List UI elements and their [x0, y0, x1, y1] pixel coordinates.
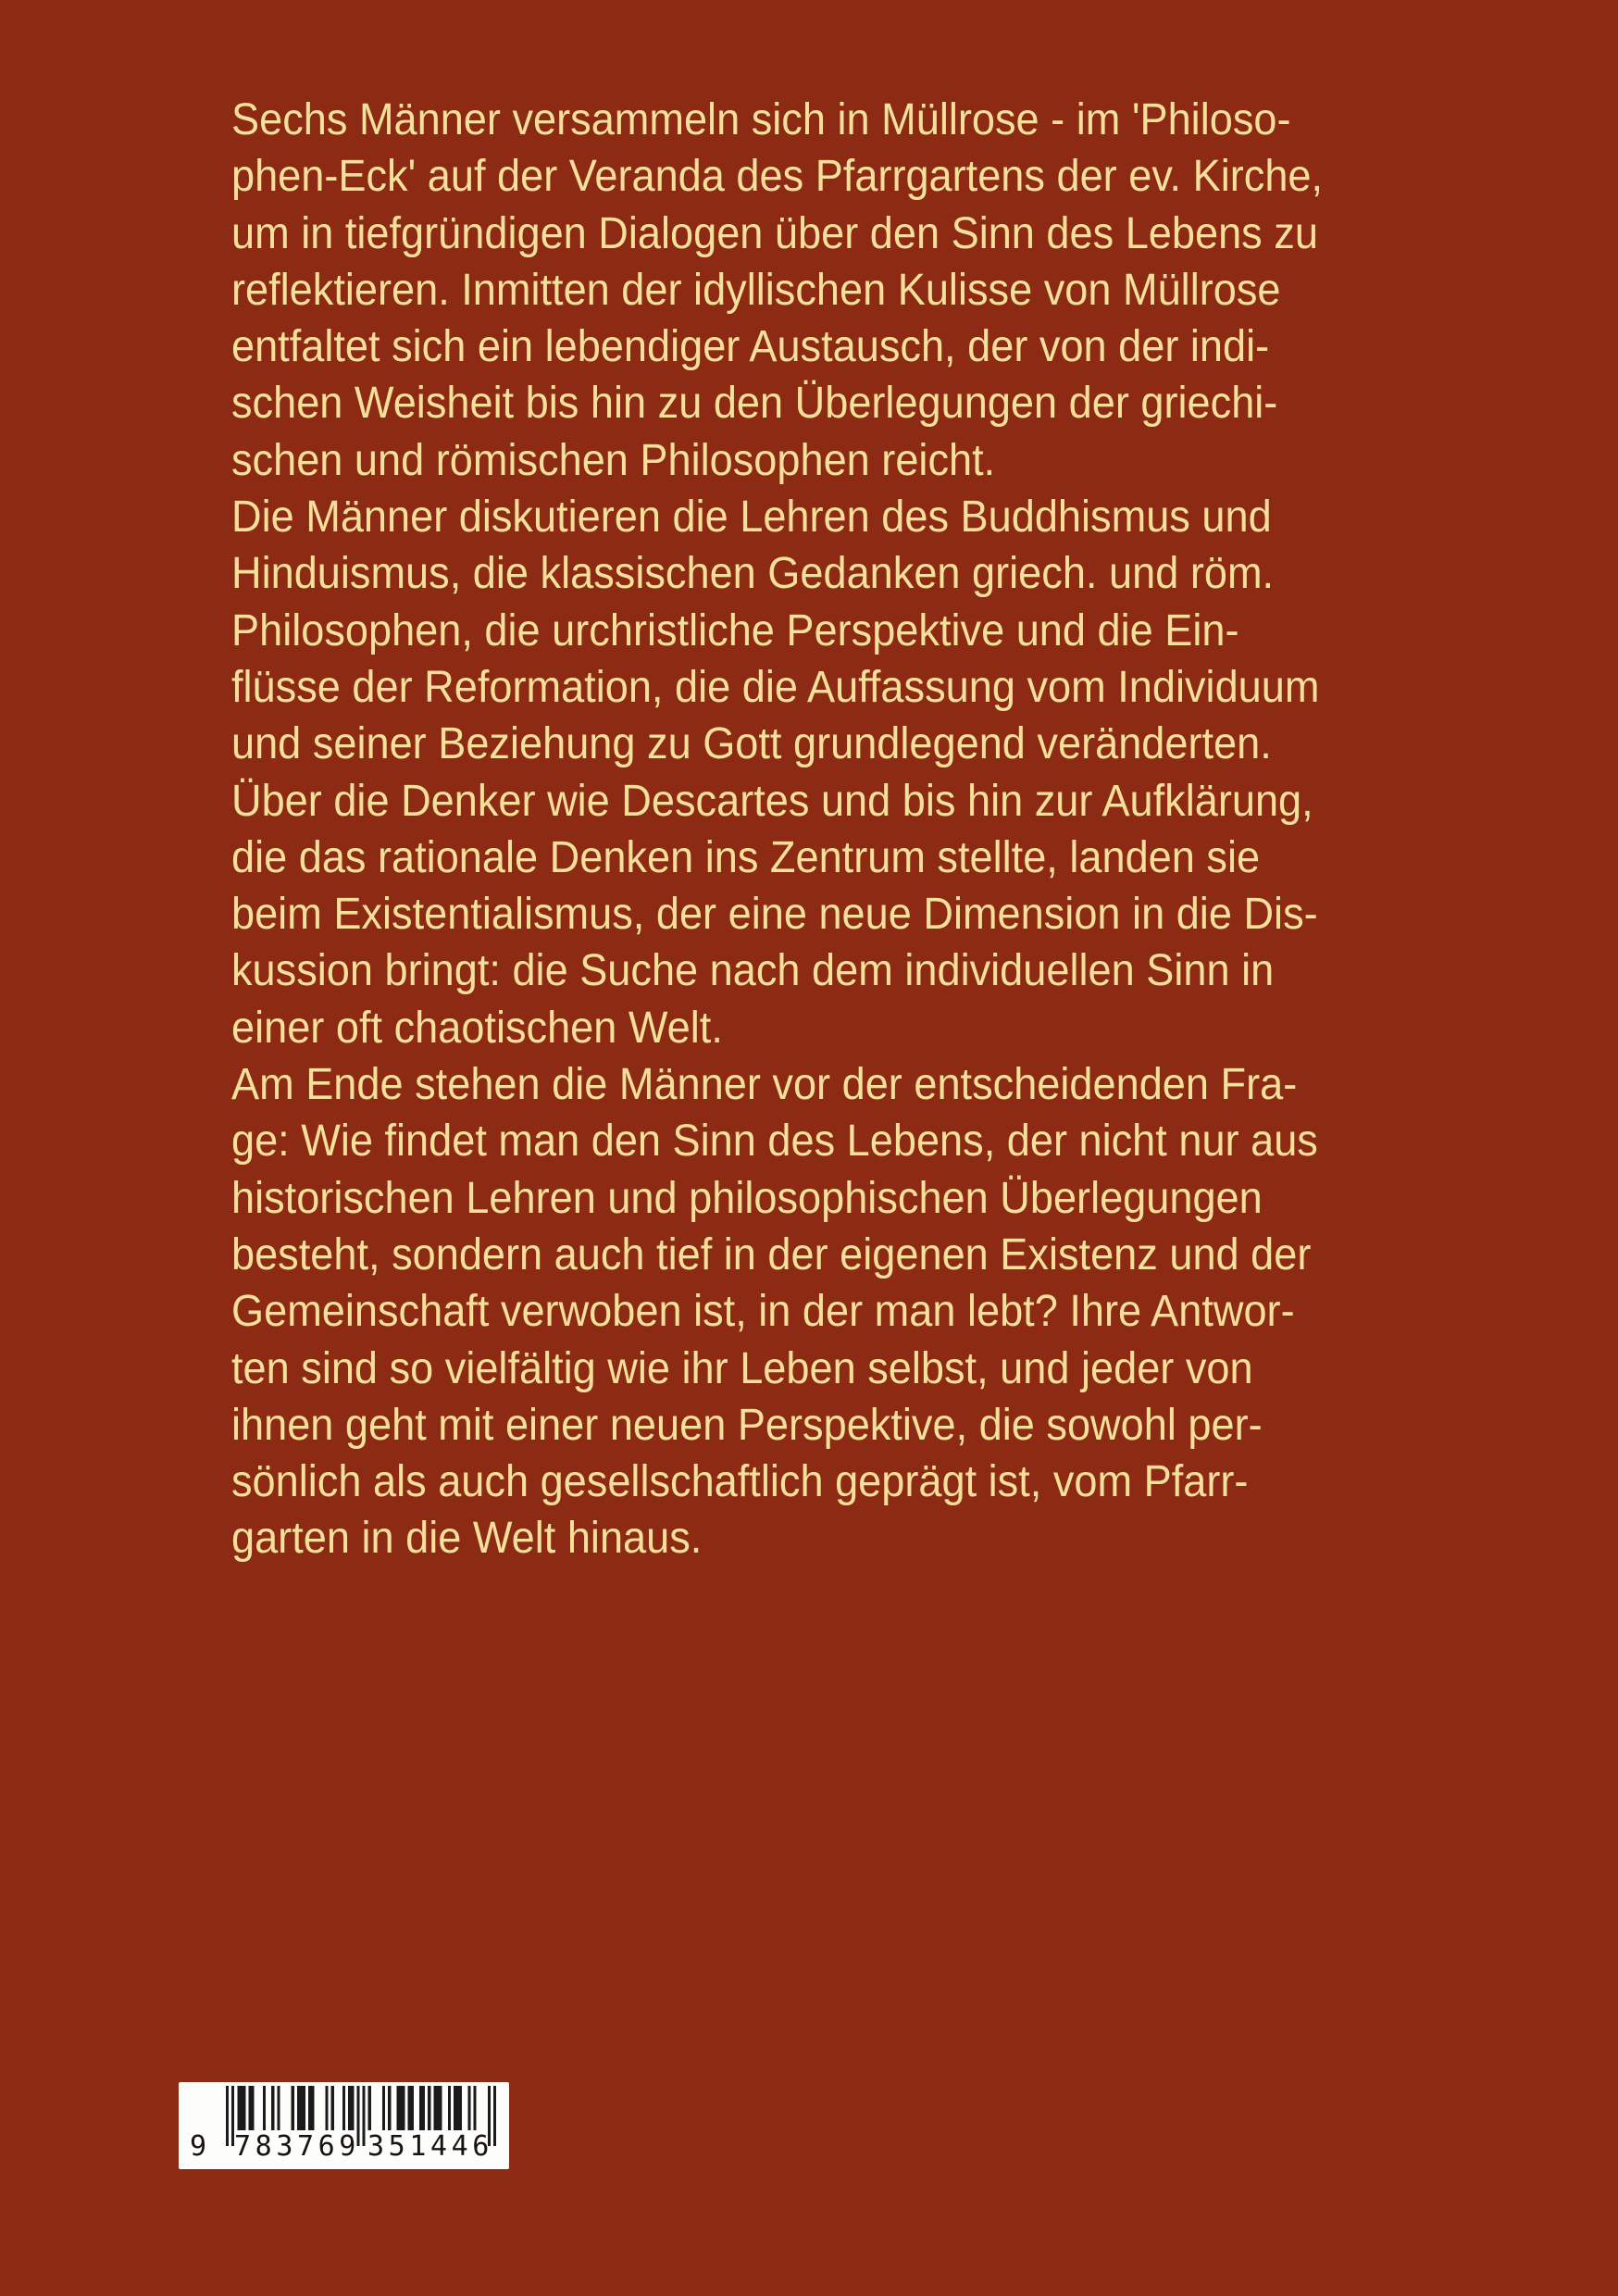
back-cover-blurb — [231, 92, 1414, 1567]
blurb-line: besteht, sondern auch tief in der eigenen Existenz und der — [231, 1229, 1312, 1279]
barcode-first-digit: 9 — [190, 2130, 207, 2163]
blurb-line: Hinduismus, die klassischen Gedanken griech. und röm. — [231, 549, 1275, 599]
blurb-line: ten sind so vielfältig wie ihr Leben selbst, und jeder von — [231, 1343, 1253, 1393]
barcode-right-digits: 351446 — [367, 2130, 493, 2163]
blurb-line: phen-Eck' auf der Veranda des Pfarrgartens der ev. Kirche, — [231, 152, 1324, 202]
blurb-line: Die Männer diskutieren die Lehren des Buddhismus und — [231, 493, 1272, 543]
blurb-line: Philosophen, die urchristliche Perspektive und die Ein- — [231, 605, 1239, 655]
blurb-line: Am Ende stehen die Männer vor der entscheidenden Fra- — [231, 1060, 1298, 1110]
blurb-line: reflektieren. Inmitten der idyllischen Kulisse von Müllrose — [231, 265, 1281, 315]
blurb-line: garten in die Welt hinaus. — [231, 1514, 703, 1564]
blurb-line: einer oft chaotischen Welt. — [231, 1003, 723, 1053]
blurb-line: die das rationale Denken ins Zentrum stellte, landen sie — [231, 832, 1261, 882]
blurb-line: kussion bringt: die Suche nach dem individuellen Sinn in — [231, 946, 1275, 996]
barcode-left-digits: 783769 — [234, 2130, 360, 2163]
blurb-line: beim Existentialismus, der eine neue Dimension in die Dis- — [231, 890, 1318, 940]
isbn-barcode — [179, 2082, 509, 2169]
blurb-line: sönlich als auch gesellschaftlich geprägt ist, vom Pfarr- — [231, 1457, 1249, 1507]
blurb-line: entfaltet sich ein lebendiger Austausch, der von der indi- — [231, 322, 1270, 372]
blurb-line: Über die Denker wie Descartes und bis hin zur Aufklärung, — [231, 776, 1313, 826]
blurb-line: ge: Wie findet man den Sinn des Lebens, der nicht nur aus — [231, 1117, 1318, 1167]
blurb-line: um in tiefgründigen Dialogen über den Sinn des Lebens zu — [231, 208, 1318, 258]
blurb-line: historischen Lehren und philosophischen Überlegungen — [231, 1173, 1263, 1223]
blurb-line: Gemeinschaft verwoben ist, in der man lebt? Ihre Antwor- — [231, 1287, 1295, 1337]
blurb-line: und seiner Beziehung zu Gott grundlegend veränderten. — [231, 719, 1272, 769]
blurb-line: schen Weisheit bis hin zu den Überlegungen der griechi- — [231, 379, 1278, 429]
blurb-line: schen und römischen Philosophen reicht. — [231, 435, 996, 485]
blurb-line: flüsse der Reformation, die die Auffassung vom Individuum — [231, 662, 1320, 712]
blurb-line: Sechs Männer versammeln sich in Müllrose - im 'Philoso- — [231, 95, 1291, 144]
blurb-line: ihnen geht mit einer neuen Perspektive, die sowohl per- — [231, 1400, 1263, 1450]
